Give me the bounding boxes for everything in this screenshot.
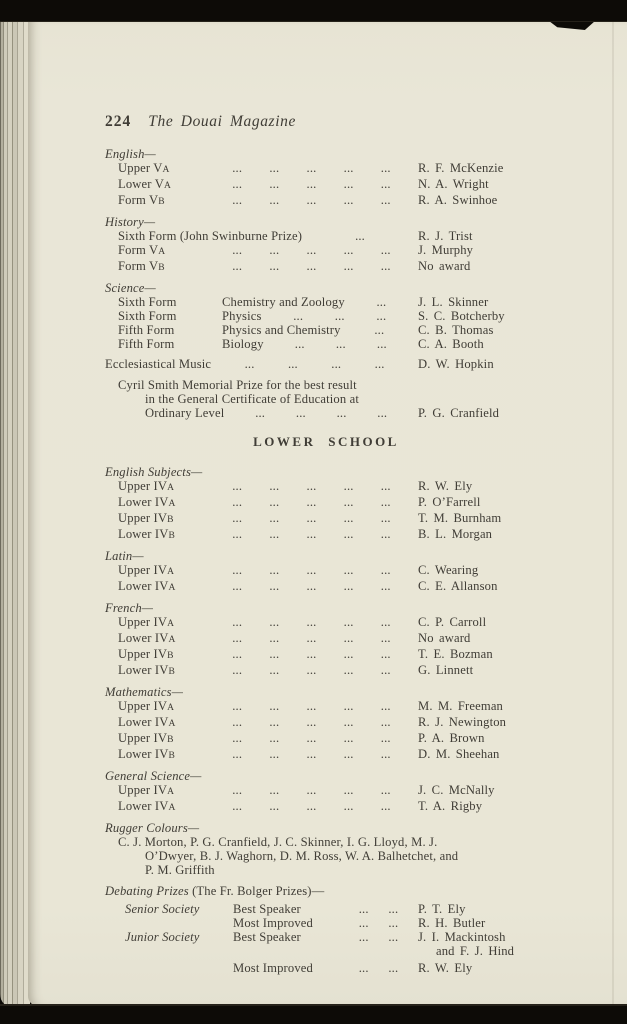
dot-leaders: ... ... ... ... ... (232, 731, 391, 745)
section-heading: Science— (105, 281, 156, 295)
prize-winner: No award (418, 631, 471, 645)
dot-leaders: ... ... (358, 961, 399, 975)
prize-winner: R. W. Ely (418, 961, 473, 975)
section-heading: Latin— (105, 549, 144, 563)
dot-leaders: ... ... (358, 902, 399, 916)
dot-leaders: ... ... ... ... ... (232, 799, 391, 813)
prize-row (105, 323, 602, 337)
dot-leaders: ... ... ... ... ... (232, 615, 391, 629)
dot-leaders: ... (376, 295, 387, 309)
prize-winner: P. A. Brown (418, 731, 485, 745)
section-heading: History— (105, 215, 156, 229)
form-label: Lower IVA (118, 715, 176, 729)
form-label: Upper IVA (118, 563, 175, 577)
rugger-names-line: C. J. Morton, P. G. Cranfield, J. C. Skinner, I. G. Lloyd, M. J. (118, 835, 438, 849)
prize-winner: C. A. Booth (418, 337, 484, 351)
prize-row (105, 783, 602, 799)
rugger-names-line: P. M. Griffith (145, 863, 215, 877)
society-label: Junior Society (125, 930, 200, 944)
society-label (125, 961, 233, 975)
form-label: Lower VA (118, 177, 172, 191)
prize-row (105, 631, 602, 647)
prize-winner: C. E. Allanson (418, 579, 498, 593)
prize-winner: J. C. McNally (418, 783, 495, 797)
form-label: Upper IVB (118, 511, 174, 525)
dot-leaders: ... ... ... ... ... (232, 663, 391, 677)
form-label: Form VA (118, 243, 166, 257)
prize-winner: S. C. Botcherby (418, 309, 505, 323)
dot-leaders: ... ... ... ... ... (232, 631, 391, 645)
prize-winner: No award (418, 259, 471, 273)
rugger-colours-section (105, 821, 602, 877)
prize-row (105, 715, 602, 731)
prize-winner: J. L. Skinner (418, 295, 489, 309)
prize-row (105, 193, 602, 209)
dot-leaders: ... ... ... ... ... (232, 647, 391, 661)
form-label: Lower IVB (118, 663, 176, 677)
section-heading: Rugger Colours— (105, 821, 200, 835)
prize-winner: R. W. Ely (418, 479, 473, 493)
prize-list-content (105, 147, 602, 975)
section-heading: English— (105, 147, 156, 161)
form-label: Sixth Form (118, 295, 177, 309)
prize-winner: B. L. Morgan (418, 527, 493, 541)
subject-label: Chemistry and Zoology (222, 295, 345, 309)
prize-winner: R. J. Trist (418, 229, 473, 243)
section-heading: English Subjects— (105, 465, 203, 479)
dot-leaders: ... (355, 229, 365, 243)
dot-leaders: ... ... ... (293, 309, 387, 323)
form-label: Upper IVA (118, 699, 175, 713)
dot-leaders: ... ... ... ... ... (232, 193, 391, 207)
section-french (105, 601, 602, 679)
prize-row (105, 961, 602, 975)
prize-winner: R. J. Newington (418, 715, 507, 729)
form-label: Sixth Form (John Swinburne Prize) (118, 229, 303, 243)
dot-leaders: ... ... ... ... ... (232, 161, 391, 175)
prize-description-line: in the General Certificate of Education at (145, 392, 360, 406)
form-label: Upper IVA (118, 615, 175, 629)
subject-label: Physics (222, 309, 262, 323)
magazine-title: The Douai Magazine (148, 113, 296, 130)
dot-leaders: ... ... ... ... ... (232, 783, 391, 797)
prize-row (105, 295, 602, 309)
dot-leaders: ... ... ... (294, 337, 387, 351)
book-page-edges (0, 20, 30, 1008)
category-label: Most Improved (233, 961, 313, 975)
form-label: Lower IVA (118, 495, 176, 509)
prize-row (105, 731, 602, 747)
prize-winner: D. W. Hopkin (418, 357, 494, 371)
prize-winner: G. Linnett (418, 663, 474, 677)
dot-leaders: ... ... ... ... ... (232, 177, 391, 191)
dot-leaders: ... (374, 323, 385, 337)
prize-row (105, 930, 602, 958)
dot-leaders: ... ... ... ... ... (232, 495, 391, 509)
dot-leaders: ... ... (358, 916, 399, 930)
prize-row (105, 406, 602, 420)
prize-winner: C. P. Carroll (418, 615, 487, 629)
section-science (105, 281, 602, 351)
dot-leaders: ... ... ... ... ... (232, 527, 391, 541)
subject-label: Biology (222, 337, 264, 351)
prize-description-line: Cyril Smith Memorial Prize for the best result (118, 378, 357, 392)
prize-row (105, 161, 602, 177)
prize-winner: D. M. Sheehan (418, 747, 500, 761)
dot-leaders: ... ... ... ... (255, 406, 388, 420)
category-label: Best Speaker (233, 902, 301, 916)
prize-winner: P. G. Cranfield (418, 406, 500, 420)
prize-winner: T. A. Rigby (418, 799, 483, 813)
form-label: Upper IVB (118, 731, 174, 745)
category-label: Most Improved (233, 916, 313, 930)
scan-bottom-edge (0, 1004, 627, 1024)
dot-leaders: ... ... (358, 930, 399, 944)
form-label: Fifth Form (118, 323, 175, 337)
dot-leaders: ... ... ... ... ... (232, 747, 391, 761)
form-label: Lower IVB (118, 527, 176, 541)
debating-prizes-section (105, 884, 602, 975)
prize-row (105, 563, 602, 579)
prize-winner: C. B. Thomas (418, 323, 494, 337)
prize-row (105, 527, 602, 543)
page-number: 224 (105, 113, 132, 130)
prize-winner: R. F. McKenzie (418, 161, 504, 175)
category-label: Best Speaker (233, 930, 301, 944)
society-label (125, 916, 233, 930)
dot-leaders: ... ... ... ... ... (232, 715, 391, 729)
prize-row (105, 747, 602, 763)
prize-row (105, 579, 602, 595)
dot-leaders: ... ... ... ... ... (232, 699, 391, 713)
section-history (105, 215, 602, 275)
prize-row (105, 495, 602, 511)
prize-winner: P. T. Ely (418, 902, 466, 916)
prize-winner: C. Wearing (418, 563, 479, 577)
lower-school-heading: LOWER SCHOOL (253, 434, 399, 449)
cyril-smith-prize (105, 378, 602, 420)
prize-winner: M. M. Freeman (418, 699, 503, 713)
section-general-science (105, 769, 602, 815)
section-heading: Mathematics— (105, 685, 184, 699)
prize-winner: R. H. Butler (418, 916, 486, 930)
form-label: Form VB (118, 259, 166, 273)
dot-leaders: ... ... ... ... (244, 357, 385, 371)
form-label: Upper VA (118, 161, 170, 175)
form-label: Lower IVB (118, 747, 176, 761)
prize-winner: T. M. Burnham (418, 511, 502, 525)
section-mathematics (105, 685, 602, 763)
form-label: Upper IVB (118, 647, 174, 661)
prize-row (105, 799, 602, 815)
dot-leaders: ... ... ... ... ... (232, 243, 391, 257)
form-label: Upper IVA (118, 783, 175, 797)
subject-label: Physics and Chemistry (222, 323, 341, 337)
rugger-names-line: O’Dwyer, B. J. Waghorn, D. M. Ross, W. A. Balhetchet, and (145, 849, 459, 863)
prize-winner: J. Murphy (418, 243, 474, 257)
ecclesiastical-music-row (105, 357, 602, 371)
prize-row (105, 663, 602, 679)
section-heading: Debating Prizes (The Fr. Bolger Prizes)— (105, 884, 325, 898)
form-label: Sixth Form (118, 309, 177, 323)
scan-top-edge (0, 0, 627, 22)
prize-row (105, 337, 602, 351)
prize-row (105, 259, 602, 275)
form-label: Lower IVA (118, 579, 176, 593)
dot-leaders: ... ... ... ... ... (232, 259, 391, 273)
prize-row (105, 479, 602, 495)
section-heading: General Science— (105, 769, 202, 783)
prize-row (105, 699, 602, 715)
dot-leaders: ... ... ... ... ... (232, 511, 391, 525)
form-label: Fifth Form (118, 337, 175, 351)
prize-row (105, 511, 602, 527)
prize-winner: R. A. Swinhoe (418, 193, 498, 207)
section-english (105, 147, 602, 209)
form-label: Lower IVA (118, 799, 176, 813)
form-label: Lower IVA (118, 631, 176, 645)
prize-winner: P. O’Farrell (418, 495, 481, 509)
section-heading: French— (105, 601, 154, 615)
prize-row (105, 615, 602, 631)
form-label: Upper IVA (118, 479, 175, 493)
dot-leaders: ... ... ... ... ... (232, 579, 391, 593)
form-label: Form VB (118, 193, 166, 207)
prize-description-line: Ordinary Level (145, 406, 225, 420)
society-label: Senior Society (125, 902, 200, 916)
dot-leaders: ... ... ... ... ... (232, 479, 391, 493)
section-english-subjects (105, 465, 602, 543)
prize-row (105, 177, 602, 193)
dot-leaders: ... ... ... ... ... (232, 563, 391, 577)
prize-row (105, 243, 602, 259)
subject-label: Ecclesiastical Music (105, 357, 212, 371)
prize-row (105, 902, 602, 916)
prize-winner: J. I. Mackintosh and F. J. Hind (418, 930, 515, 958)
magazine-page (28, 21, 627, 1006)
prize-winner: N. A. Wright (418, 177, 489, 191)
section-latin (105, 549, 602, 595)
prize-row (105, 229, 602, 243)
prize-row (105, 309, 602, 323)
prize-row (105, 647, 602, 663)
prize-winner: T. E. Bozman (418, 647, 493, 661)
page-header (105, 113, 602, 131)
prize-row (105, 916, 602, 930)
